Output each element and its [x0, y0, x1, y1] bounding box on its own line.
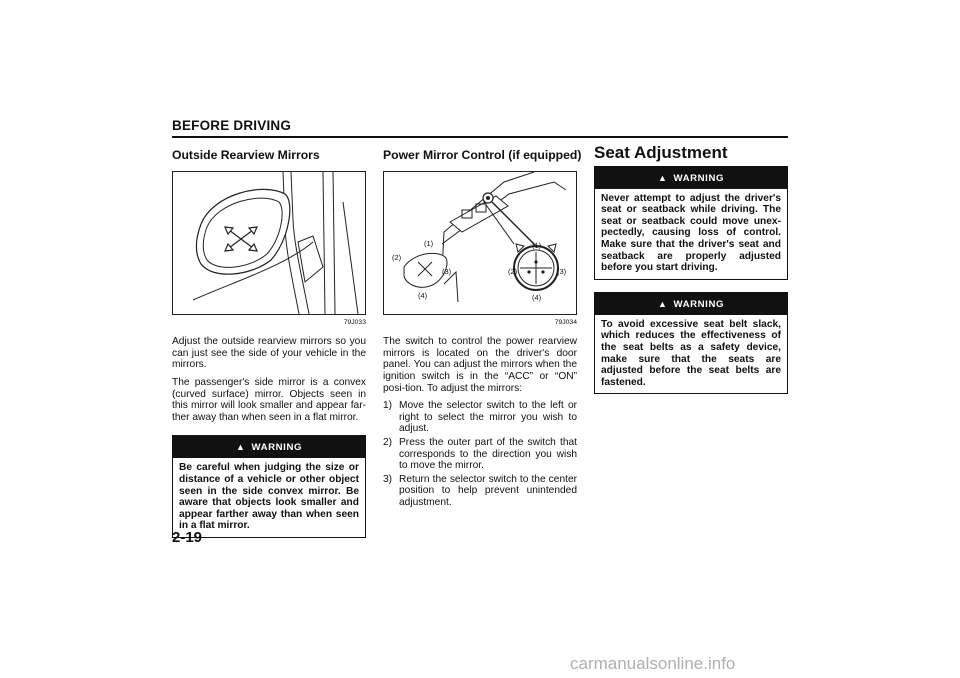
callout-label: (1): [424, 238, 434, 248]
figure-code: 79J034: [554, 318, 577, 326]
warning-text: Never attempt to adjust the driver's seat or seatback while driving. The seat or seatback could move unex-pectedly, causing loss of control. Make sure that the driver's seat and seatback are properly adjusted before you start driving.: [601, 192, 781, 274]
step-number: 2): [383, 436, 393, 448]
warning-header: [173, 436, 365, 458]
warning-box: [594, 292, 788, 395]
paragraph: The switch to control the power rearview mirrors is located on the driver's door panel. You can adjust the mirrors when the ignition switch is in the “ACC” or “ON” posi-tion. To adjust the mirrors:: [383, 336, 577, 394]
paragraph: Adjust the outside rearview mirrors so you can just see the side of your vehicle in the mirrors.: [172, 336, 366, 371]
warning-box: [594, 166, 788, 280]
figure-code: 79J033: [343, 318, 366, 326]
list-item: [383, 474, 577, 509]
step-number: 1): [383, 400, 393, 412]
list-item: [383, 400, 577, 435]
heading-power-mirror: Power Mirror Control (if equipped): [383, 148, 582, 162]
callout-label: (1): [532, 240, 542, 250]
figure-outside-mirror: [172, 171, 366, 315]
callout-label: (3): [442, 266, 452, 276]
column-outside-mirrors: [172, 150, 366, 550]
warning-box: [172, 435, 366, 538]
column-seat-adjustment: [594, 143, 788, 406]
steps-list: [383, 400, 577, 508]
warning-triangle-icon: ▲: [657, 172, 668, 183]
warning-triangle-icon: ▲: [235, 442, 246, 453]
heading-seat-adjustment: Seat Adjustment: [594, 143, 728, 162]
step-text: Move the selector switch to the left or right to select the mirror you wish to adjust.: [399, 400, 577, 435]
section-title: BEFORE DRIVING: [172, 118, 292, 133]
heading-outside-mirrors: Outside Rearview Mirrors: [172, 148, 320, 162]
column-power-mirror: [383, 148, 582, 511]
page-number: 2-19: [172, 529, 203, 546]
callout-label: (4): [418, 290, 428, 300]
warning-header: [595, 293, 787, 315]
figure-power-mirror: [383, 171, 577, 315]
callout-label: (3): [557, 266, 567, 276]
warning-label: WARNING: [673, 298, 725, 310]
step-text: Return the selector switch to the center position to help prevent unintended adjustment.: [399, 473, 577, 508]
outside-mirror-illustration: [173, 172, 365, 314]
callout-label: (4): [532, 292, 542, 302]
header-rule: [172, 136, 788, 138]
warning-triangle-icon: ▲: [657, 298, 668, 309]
paragraph: The passenger's side mirror is a convex (curved surface) mirror. Objects seen in this mirror will look smaller and appear far-ther away than when seen in a flat mirror.: [172, 376, 366, 423]
watermark: carmanualsonline.info: [570, 654, 736, 673]
warning-label: WARNING: [251, 442, 303, 454]
step-text: Press the outer part of the switch that corresponds to the direction you wish to move the mirror.: [399, 436, 577, 472]
warning-text: Be careful when judging the size or distance of a vehicle or other object seen in the side convex mirror. Be aware that objects look smaller and appear farther away than when seen in a flat mirror.: [179, 462, 359, 532]
step-number: 3): [383, 473, 393, 485]
list-item: [383, 437, 577, 472]
power-mirror-illustration: [384, 172, 576, 314]
callout-label: (2): [392, 252, 402, 262]
warning-label: WARNING: [673, 172, 725, 184]
warning-text: To avoid excessive seat belt slack, which reduces the effectiveness of the seat belts as a safety device, make sure that the seats are adjusted before the seat belts are fastened.: [601, 318, 781, 388]
callout-label: (2): [508, 266, 518, 276]
warning-header: [595, 167, 787, 189]
